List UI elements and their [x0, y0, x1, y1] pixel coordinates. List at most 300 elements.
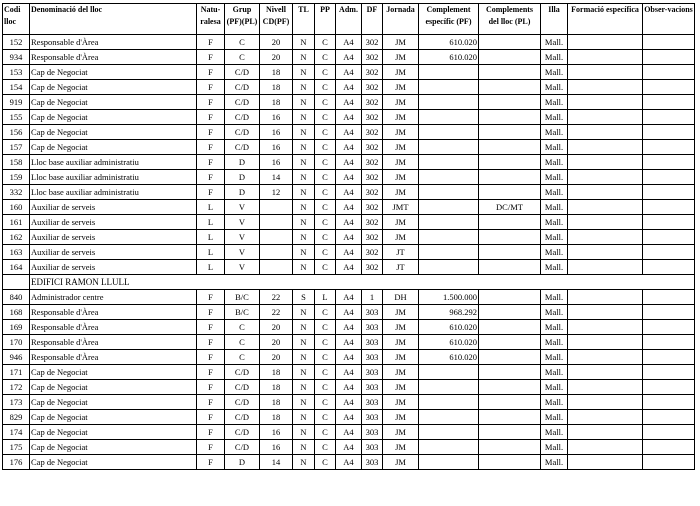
cell-grup: V [225, 200, 260, 215]
cell-complement-pf [419, 215, 479, 230]
cell-nivell: 22 [260, 290, 293, 305]
cell-grup: C [225, 320, 260, 335]
cell-complement-pf [419, 230, 479, 245]
cell-adm: A4 [336, 440, 362, 455]
cell-pp: C [315, 395, 336, 410]
cell-formacio [568, 455, 643, 470]
cell-complements-pl [479, 50, 541, 65]
cell-codi: 919 [3, 95, 30, 110]
cell-codi: 840 [3, 290, 30, 305]
cell-adm: A4 [336, 410, 362, 425]
cell-pp: C [315, 110, 336, 125]
cell-tl: N [293, 260, 315, 275]
cell-observacions [643, 290, 695, 305]
cell-complements-pl [479, 395, 541, 410]
cell-illa: Mall. [541, 230, 568, 245]
table-row [3, 260, 695, 275]
cell-formacio [568, 140, 643, 155]
cell-pp: C [315, 80, 336, 95]
cell-complements-pl [479, 215, 541, 230]
cell-complements-pl: DC/MT [479, 200, 541, 215]
cell-codi: 161 [3, 215, 30, 230]
cell-grup: C/D [225, 365, 260, 380]
cell-nivell [260, 230, 293, 245]
cell-grup: B/C [225, 305, 260, 320]
cell-df: 303 [362, 335, 383, 350]
cell-formacio [568, 335, 643, 350]
table-row [3, 380, 695, 395]
cell-pp: C [315, 350, 336, 365]
cell-grup: V [225, 230, 260, 245]
cell-pp: C [315, 245, 336, 260]
cell-complement-pf: 610.020 [419, 350, 479, 365]
cell-tl: N [293, 140, 315, 155]
cell-naturalesa: F [197, 185, 225, 200]
cell-df: 302 [362, 80, 383, 95]
cell-jornada: JM [383, 395, 419, 410]
cell-denominacio: Cap de Negociat [30, 80, 197, 95]
cell-naturalesa: F [197, 65, 225, 80]
cell-codi: 152 [3, 35, 30, 50]
cell-observacions [643, 80, 695, 95]
cell-nivell: 16 [260, 125, 293, 140]
cell-observacions [643, 110, 695, 125]
table-row [3, 155, 695, 170]
cell-jornada: JM [383, 335, 419, 350]
cell-illa: Mall. [541, 410, 568, 425]
cell-denominacio: Cap de Negociat [30, 140, 197, 155]
cell-illa: Mall. [541, 215, 568, 230]
table-row [3, 320, 695, 335]
cell-tl: N [293, 185, 315, 200]
cell-illa: Mall. [541, 365, 568, 380]
cell-illa: Mall. [541, 440, 568, 455]
cell-formacio [568, 320, 643, 335]
cell-complements-pl [479, 290, 541, 305]
cell-tl: N [293, 320, 315, 335]
table-row [3, 230, 695, 245]
cell-df: 303 [362, 305, 383, 320]
cell-jornada: DH [383, 290, 419, 305]
cell-complement-pf [419, 110, 479, 125]
cell-naturalesa: F [197, 35, 225, 50]
cell-illa: Mall. [541, 80, 568, 95]
table-row [3, 200, 695, 215]
cell-denominacio: Responsable d'Àrea [30, 335, 197, 350]
cell-pp: C [315, 50, 336, 65]
cell-complements-pl [479, 170, 541, 185]
cell-codi: 157 [3, 140, 30, 155]
cell-codi: 163 [3, 245, 30, 260]
cell-denominacio: Lloc base auxiliar administratiu [30, 170, 197, 185]
cell-illa: Mall. [541, 305, 568, 320]
cell-complements-pl [479, 125, 541, 140]
cell-complement-pf [419, 365, 479, 380]
cell-adm: A4 [336, 185, 362, 200]
cell-pp: C [315, 200, 336, 215]
cell-tl: N [293, 350, 315, 365]
header-jornada: Jornada [383, 4, 419, 35]
cell-codi: 159 [3, 170, 30, 185]
cell-pp: C [315, 455, 336, 470]
cell-nivell: 14 [260, 455, 293, 470]
cell-adm: A4 [336, 125, 362, 140]
cell-complement-pf [419, 245, 479, 260]
cell-complement-pf [419, 425, 479, 440]
cell-tl: N [293, 410, 315, 425]
cell-jornada: JM [383, 320, 419, 335]
cell-illa: Mall. [541, 155, 568, 170]
cell-adm: A4 [336, 290, 362, 305]
cell-jornada: JM [383, 380, 419, 395]
positions-table [2, 3, 695, 470]
cell-tl: N [293, 380, 315, 395]
cell-illa: Mall. [541, 260, 568, 275]
cell-nivell: 16 [260, 155, 293, 170]
cell-formacio [568, 410, 643, 425]
cell-df: 302 [362, 35, 383, 50]
cell-illa: Mall. [541, 185, 568, 200]
cell-codi: 154 [3, 80, 30, 95]
cell-jornada: JM [383, 455, 419, 470]
cell-jornada: JM [383, 170, 419, 185]
cell-tl: N [293, 170, 315, 185]
cell-naturalesa: F [197, 425, 225, 440]
cell-pp: C [315, 365, 336, 380]
cell-formacio [568, 200, 643, 215]
cell-df: 302 [362, 50, 383, 65]
cell-nivell: 20 [260, 350, 293, 365]
cell-complements-pl [479, 245, 541, 260]
cell-codi: 174 [3, 425, 30, 440]
cell-denominacio: Auxiliar de serveis [30, 245, 197, 260]
cell-complement-pf [419, 65, 479, 80]
cell-adm: A4 [336, 350, 362, 365]
cell-nivell: 18 [260, 410, 293, 425]
cell-complement-pf [419, 410, 479, 425]
cell-naturalesa: L [197, 230, 225, 245]
cell-codi: 176 [3, 455, 30, 470]
cell-observacions [643, 260, 695, 275]
cell-df: 303 [362, 350, 383, 365]
cell-complement-pf: 610.020 [419, 335, 479, 350]
section-title: EDIFICI RAMON LLULL [30, 275, 695, 290]
cell-df: 302 [362, 155, 383, 170]
cell-adm: A4 [336, 230, 362, 245]
cell-jornada: JT [383, 245, 419, 260]
cell-denominacio: Auxiliar de serveis [30, 200, 197, 215]
cell-pp: C [315, 410, 336, 425]
cell-denominacio: Cap de Negociat [30, 95, 197, 110]
cell-df: 303 [362, 440, 383, 455]
cell-codi: 175 [3, 440, 30, 455]
cell-observacions [643, 50, 695, 65]
cell-observacions [643, 440, 695, 455]
header-observacions: Obser-vacions [643, 4, 695, 35]
cell-complements-pl [479, 455, 541, 470]
cell-adm: A4 [336, 170, 362, 185]
cell-codi: 162 [3, 230, 30, 245]
cell-df: 302 [362, 110, 383, 125]
cell-jornada: JM [383, 155, 419, 170]
cell-codi: 158 [3, 155, 30, 170]
cell-pp: C [315, 230, 336, 245]
cell-illa: Mall. [541, 35, 568, 50]
cell-jornada: JM [383, 425, 419, 440]
cell-nivell: 20 [260, 35, 293, 50]
cell-denominacio: Administrador centre [30, 290, 197, 305]
cell-formacio [568, 425, 643, 440]
cell-tl: N [293, 335, 315, 350]
cell-formacio [568, 305, 643, 320]
cell-naturalesa: F [197, 95, 225, 110]
cell-illa: Mall. [541, 200, 568, 215]
cell-nivell: 20 [260, 320, 293, 335]
cell-observacions [643, 185, 695, 200]
cell-observacions [643, 200, 695, 215]
cell-tl: N [293, 455, 315, 470]
cell-adm: A4 [336, 365, 362, 380]
cell-adm: A4 [336, 65, 362, 80]
cell-illa: Mall. [541, 320, 568, 335]
cell-observacions [643, 65, 695, 80]
cell-naturalesa: L [197, 200, 225, 215]
header-df: DF [362, 4, 383, 35]
cell-tl: N [293, 200, 315, 215]
header-row [3, 4, 695, 35]
header-naturalesa: Natu-ralesa [197, 4, 225, 35]
cell-jornada: JM [383, 35, 419, 50]
cell-naturalesa: F [197, 290, 225, 305]
cell-codi: 171 [3, 365, 30, 380]
cell-complements-pl [479, 185, 541, 200]
cell-df: 302 [362, 200, 383, 215]
table-row [3, 140, 695, 155]
cell-jornada: JM [383, 110, 419, 125]
cell-grup: C [225, 50, 260, 65]
cell-tl: N [293, 65, 315, 80]
cell-jornada: JT [383, 260, 419, 275]
cell-df: 303 [362, 380, 383, 395]
cell-naturalesa: F [197, 305, 225, 320]
cell-complements-pl [479, 380, 541, 395]
cell-denominacio: Cap de Negociat [30, 380, 197, 395]
cell-jornada: JM [383, 140, 419, 155]
cell-tl: N [293, 440, 315, 455]
cell-jornada: JM [383, 365, 419, 380]
cell-pp: C [315, 170, 336, 185]
section-row [3, 275, 695, 290]
cell-illa: Mall. [541, 455, 568, 470]
cell-formacio [568, 80, 643, 95]
cell-illa: Mall. [541, 110, 568, 125]
cell-formacio [568, 170, 643, 185]
header-complement-pf: Complement específic (PF) [419, 4, 479, 35]
cell-grup: C/D [225, 440, 260, 455]
cell-complements-pl [479, 305, 541, 320]
cell-naturalesa: F [197, 410, 225, 425]
cell-jornada: JM [383, 230, 419, 245]
cell-nivell [260, 245, 293, 260]
cell-nivell: 18 [260, 65, 293, 80]
cell-nivell: 12 [260, 185, 293, 200]
cell-complement-pf [419, 95, 479, 110]
cell-formacio [568, 125, 643, 140]
cell-complements-pl [479, 260, 541, 275]
cell-complements-pl [479, 230, 541, 245]
cell-grup: V [225, 260, 260, 275]
cell-jornada: JM [383, 410, 419, 425]
cell-denominacio: Auxiliar de serveis [30, 260, 197, 275]
cell-grup: D [225, 170, 260, 185]
cell-jornada: JM [383, 80, 419, 95]
cell-tl: N [293, 365, 315, 380]
cell-pp: C [315, 65, 336, 80]
cell-formacio [568, 350, 643, 365]
table-row [3, 95, 695, 110]
cell-pp: C [315, 35, 336, 50]
cell-pp: C [315, 185, 336, 200]
table-row [3, 170, 695, 185]
header-illa: Illa [541, 4, 568, 35]
cell-adm: A4 [336, 155, 362, 170]
cell-denominacio: Responsable d'Àrea [30, 350, 197, 365]
cell-codi: 946 [3, 350, 30, 365]
cell-complements-pl [479, 410, 541, 425]
cell-formacio [568, 95, 643, 110]
cell-df: 302 [362, 65, 383, 80]
cell-codi: 156 [3, 125, 30, 140]
cell-adm: A4 [336, 245, 362, 260]
cell-illa: Mall. [541, 245, 568, 260]
cell-naturalesa: F [197, 140, 225, 155]
cell-nivell: 18 [260, 380, 293, 395]
cell-illa: Mall. [541, 65, 568, 80]
cell-pp: C [315, 335, 336, 350]
cell-naturalesa: F [197, 365, 225, 380]
cell-denominacio: Auxiliar de serveis [30, 215, 197, 230]
cell-complements-pl [479, 155, 541, 170]
cell-jornada: JM [383, 350, 419, 365]
cell-pp: C [315, 440, 336, 455]
cell-tl: N [293, 155, 315, 170]
cell-observacions [643, 215, 695, 230]
cell-pp: C [315, 320, 336, 335]
cell-jornada: JMT [383, 200, 419, 215]
cell-codi: 155 [3, 110, 30, 125]
cell-nivell: 16 [260, 140, 293, 155]
cell-formacio [568, 155, 643, 170]
table-row [3, 455, 695, 470]
cell-nivell: 14 [260, 170, 293, 185]
cell-naturalesa: F [197, 80, 225, 95]
cell-codi: 172 [3, 380, 30, 395]
cell-denominacio: Cap de Negociat [30, 455, 197, 470]
cell-complements-pl [479, 80, 541, 95]
cell-complement-pf [419, 200, 479, 215]
cell-grup: D [225, 455, 260, 470]
cell-pp: C [315, 95, 336, 110]
cell-pp: C [315, 305, 336, 320]
cell-complements-pl [479, 335, 541, 350]
cell-pp: L [315, 290, 336, 305]
table-row [3, 185, 695, 200]
cell-formacio [568, 365, 643, 380]
cell-jornada: JM [383, 440, 419, 455]
cell-codi: 160 [3, 200, 30, 215]
cell-illa: Mall. [541, 50, 568, 65]
header-grup: Grup (PF)(PL) [225, 4, 260, 35]
cell-formacio [568, 65, 643, 80]
cell-naturalesa: F [197, 110, 225, 125]
cell-grup: V [225, 215, 260, 230]
cell-complement-pf: 610.020 [419, 50, 479, 65]
cell-naturalesa: F [197, 125, 225, 140]
cell-jornada: JM [383, 305, 419, 320]
table-row [3, 290, 695, 305]
cell-observacions [643, 455, 695, 470]
cell-codi: 169 [3, 320, 30, 335]
cell-grup: C/D [225, 395, 260, 410]
cell-grup: D [225, 185, 260, 200]
cell-jornada: JM [383, 125, 419, 140]
cell-denominacio: Auxiliar de serveis [30, 230, 197, 245]
cell-tl: N [293, 35, 315, 50]
cell-naturalesa: F [197, 170, 225, 185]
cell-observacions [643, 170, 695, 185]
cell-naturalesa: F [197, 380, 225, 395]
cell-complement-pf: 610.020 [419, 320, 479, 335]
cell-df: 303 [362, 320, 383, 335]
cell-denominacio: Responsable d'Àrea [30, 305, 197, 320]
cell-df: 302 [362, 185, 383, 200]
table-row [3, 215, 695, 230]
cell-codi: 170 [3, 335, 30, 350]
cell-nivell: 18 [260, 395, 293, 410]
cell-adm: A4 [336, 425, 362, 440]
cell-observacions [643, 380, 695, 395]
cell-pp: C [315, 140, 336, 155]
cell-illa: Mall. [541, 170, 568, 185]
cell-nivell [260, 200, 293, 215]
cell-illa: Mall. [541, 140, 568, 155]
cell-nivell: 16 [260, 440, 293, 455]
cell-df: 302 [362, 170, 383, 185]
cell-complements-pl [479, 110, 541, 125]
cell-df: 303 [362, 365, 383, 380]
cell-adm: A4 [336, 395, 362, 410]
cell-grup: B/C [225, 290, 260, 305]
cell-grup: C/D [225, 380, 260, 395]
cell-naturalesa: F [197, 395, 225, 410]
cell-formacio [568, 395, 643, 410]
cell-tl: N [293, 425, 315, 440]
cell-complements-pl [479, 440, 541, 455]
cell-pp: C [315, 125, 336, 140]
cell-observacions [643, 95, 695, 110]
cell-adm: A4 [336, 50, 362, 65]
cell-adm: A4 [336, 110, 362, 125]
cell-complement-pf [419, 440, 479, 455]
cell-nivell: 18 [260, 80, 293, 95]
cell-nivell: 20 [260, 335, 293, 350]
cell-df: 302 [362, 245, 383, 260]
cell-adm: A4 [336, 335, 362, 350]
cell-complements-pl [479, 65, 541, 80]
cell-adm: A4 [336, 200, 362, 215]
header-adm: Adm. [336, 4, 362, 35]
table-row [3, 125, 695, 140]
